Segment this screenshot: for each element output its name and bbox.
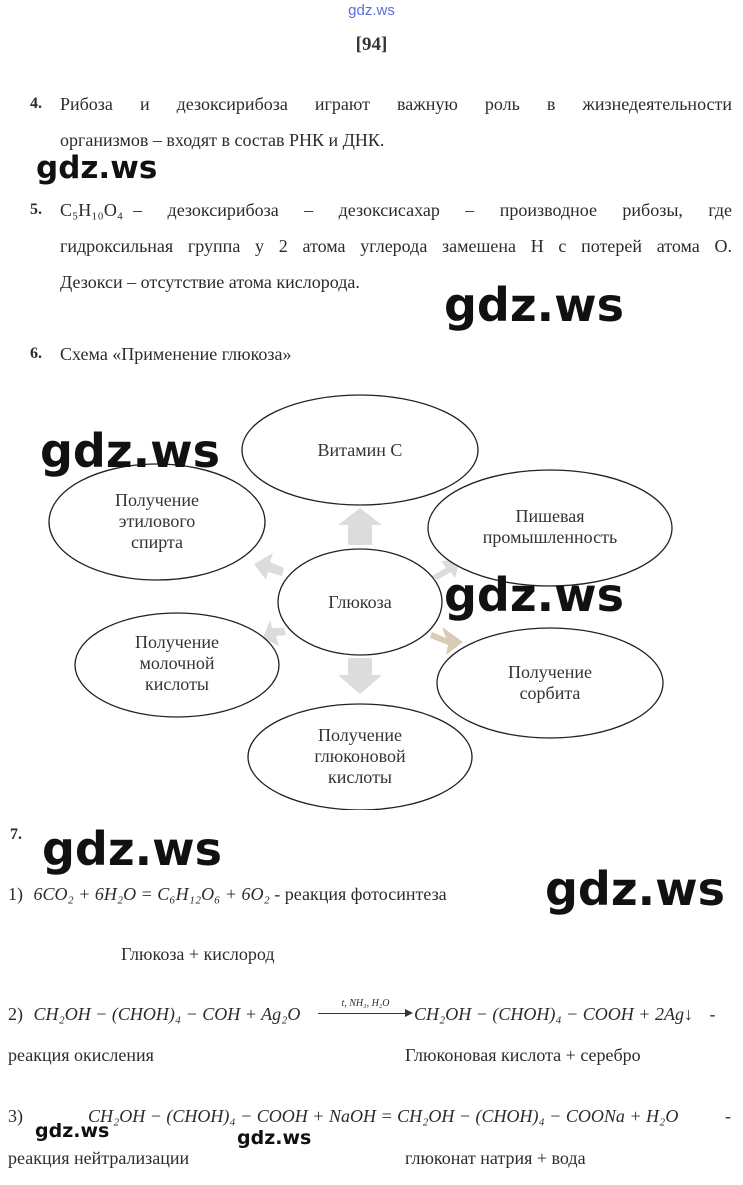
node-label: спирта [130, 532, 184, 552]
reaction-products-formula [414, 1004, 715, 1025]
reaction-condition: t, NH₃, H₂O [341, 998, 390, 1009]
watermark-logo: gdz.ws [40, 424, 220, 478]
reaction-products: Глюкоза + кислород [121, 944, 275, 964]
arrow-down-icon [338, 658, 382, 694]
reaction-equation: 6CO₂ + 6H₂O = C₆H₁₂O₆ + 6O₂ [33, 884, 270, 904]
watermark-logo: gdz.ws [42, 822, 222, 876]
node-label: этилового [118, 511, 196, 531]
reaction-number: 2) [8, 1004, 23, 1024]
item-4 [30, 86, 732, 158]
node-label: молочной [139, 653, 215, 673]
watermark-logo: gdz.ws [35, 1120, 110, 1142]
site-link[interactable]: gdz.ws [348, 2, 395, 19]
chemical-formula: C₅H₁₀O₄ [60, 200, 124, 220]
node-label: Получение [317, 725, 403, 745]
reaction-arrow [318, 998, 413, 1019]
node-label: глюконовой [314, 746, 406, 766]
item-6 [30, 336, 732, 372]
reaction-products: глюконат натрия + вода [405, 1148, 586, 1168]
item-number: 6. [30, 345, 42, 362]
reaction-3-equation [88, 1106, 678, 1127]
watermark-logo: gdz.ws [237, 1127, 312, 1149]
node-label: Получение [507, 662, 593, 682]
watermark-logo: gdz.ws [36, 150, 158, 186]
reaction-dash: - [725, 1106, 731, 1126]
node-label: сорбита [519, 683, 581, 703]
reaction-number: 1) [8, 884, 23, 904]
node-label: Пишевая [515, 506, 585, 526]
arrow-upper-left-icon [254, 553, 284, 580]
node-label: Получение [134, 632, 220, 652]
item-text-line: Дезокси – отсутствие атома кислорода. [60, 272, 360, 292]
node-label: Витамин С [317, 440, 403, 460]
item-number: 4. [30, 95, 42, 112]
reaction-reactants: CH₂OH − (CHOH)₄ − COH + Ag₂O [33, 1004, 301, 1024]
reaction-1 [8, 884, 447, 905]
node-label: промышленность [482, 527, 618, 547]
watermark-logo: gdz.ws [444, 568, 624, 622]
item-number: 5. [30, 201, 42, 218]
reaction-dash: - [709, 1004, 716, 1024]
item-5 [30, 192, 732, 300]
page-number: [94] [355, 34, 388, 55]
reaction-equation: CH₂OH − (CHOH)₄ − COOH + NaOH = CH₂OH − (CHOH)₄ − COONa + H₂O [88, 1106, 679, 1126]
reaction-type: реакция нейтрализации [8, 1148, 190, 1168]
node-label: Получение [114, 490, 200, 510]
arrow-up-icon [338, 508, 382, 545]
reaction-number: 3) [8, 1106, 23, 1126]
item-text-line: Рибоза и дезоксирибоза играют важную роль в жизнедеятельности [60, 94, 732, 114]
reaction-label: - реакция фотосинтеза [274, 884, 447, 904]
watermark-logo: gdz.ws [545, 862, 725, 916]
reaction-products: Глюконовая кислота + серебро [405, 1045, 641, 1065]
item-number: 7. [10, 826, 22, 843]
reaction-2 [8, 1004, 300, 1025]
item-text-line: – дезоксирибоза – дезоксисахар – производное рибозы, где [133, 200, 732, 220]
node-label: кислоты [327, 767, 393, 787]
item-text-line: организмов – входят в состав РНК и ДНК. [60, 130, 385, 150]
watermark-logo: gdz.ws [444, 278, 624, 332]
item-text-line: Схема «Применение глюкоза» [60, 344, 292, 364]
reaction-type: реакция окисления [8, 1045, 154, 1065]
node-label: кислоты [144, 674, 210, 694]
center-label: Глюкоза [328, 592, 392, 612]
item-text-line: гидроксильная группа у 2 атома углерода замешена Н с потерей атома О. [60, 236, 732, 256]
reaction-right: CH₂OH − (CHOH)₄ − COOH + 2Ag↓ [414, 1004, 693, 1024]
reaction-3 [8, 1106, 23, 1127]
